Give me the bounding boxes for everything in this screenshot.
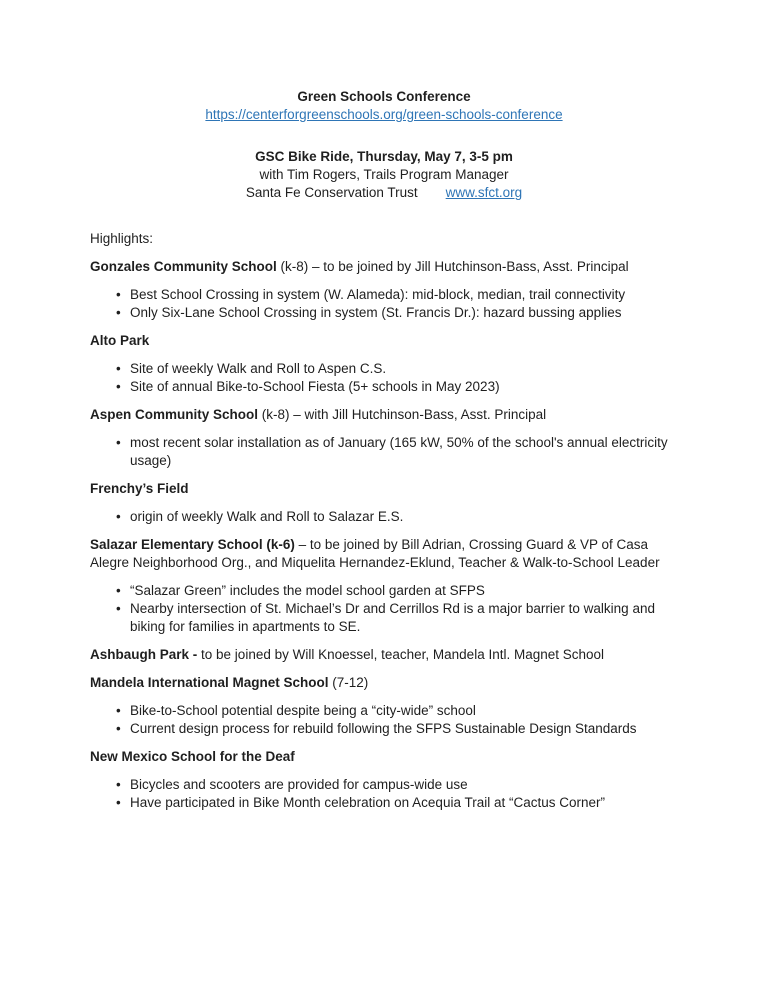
list-item: • most recent solar installation as of January (165 kW, 50% of the school's annual electricity usage) <box>130 434 678 470</box>
bullet-list-aspen <box>90 434 678 470</box>
event-details <box>90 148 678 202</box>
section-heading-bold: Alto Park <box>90 333 150 348</box>
section-heading-aspen <box>90 406 678 424</box>
event-title: GSC Bike Ride, Thursday, May 7, 3-5 pm <box>255 149 513 164</box>
section-heading-nm-school-deaf <box>90 748 678 766</box>
section-heading-rest: (7-12) <box>328 675 369 690</box>
section-heading-bold: Ashbaugh Park - <box>90 647 198 662</box>
section-heading-salazar <box>90 536 678 572</box>
list-item: • “Salazar Green” includes the model school garden at SFPS <box>130 582 678 600</box>
section-heading-bold: New Mexico School for the Deaf <box>90 749 295 764</box>
section-heading-rest: to be joined by Will Knoessel, teacher, Mandela Intl. Magnet School <box>197 647 605 662</box>
event-org: Santa Fe Conservation Trust <box>245 185 418 200</box>
section-heading-bold: Gonzales Community School <box>90 259 277 274</box>
bullet-list-salazar <box>90 582 678 636</box>
list-item: • Only Six-Lane School Crossing in system (St. Francis Dr.): hazard bussing applies <box>130 304 678 322</box>
list-item: • origin of weekly Walk and Roll to Salazar E.S. <box>130 508 678 526</box>
section-heading-rest: (k-8) – with Jill Hutchinson-Bass, Asst. Principal <box>258 407 547 422</box>
section-heading-bold: Aspen Community School <box>90 407 259 422</box>
conference-link[interactable]: https://centerforgreenschools.org/green-schools-conference <box>205 107 563 122</box>
list-item: • Bicycles and scooters are provided for campus-wide use <box>130 776 678 794</box>
section-heading-frenchys-field <box>90 480 678 498</box>
list-item: • Site of weekly Walk and Roll to Aspen C.S. <box>130 360 678 378</box>
list-item: • Site of annual Bike-to-School Fiesta (5+ schools in May 2023) <box>130 378 678 396</box>
section-heading-ashbaugh-park <box>90 646 678 664</box>
bullet-list-mandela <box>90 702 678 738</box>
document-header <box>90 88 678 124</box>
list-item: • Have participated in Bike Month celebration on Acequia Trail at “Cactus Corner” <box>130 794 678 812</box>
section-heading-bold: Mandela International Magnet School <box>90 675 329 690</box>
section-heading-mandela <box>90 674 678 692</box>
event-org-line <box>90 184 678 202</box>
sfct-link[interactable]: www.sfct.org <box>445 185 523 200</box>
list-item: • Bike-to-School potential despite being a “city-wide” school <box>130 702 678 720</box>
bullet-list-gonzales <box>90 286 678 322</box>
bullet-list-nm-school-deaf <box>90 776 678 812</box>
section-heading-gonzales <box>90 258 678 276</box>
bullet-list-alto-park <box>90 360 678 396</box>
section-heading-bold: Salazar Elementary School (k-6) <box>90 537 295 552</box>
section-heading-alto-park <box>90 332 678 350</box>
event-host: with Tim Rogers, Trails Program Manager <box>259 167 509 182</box>
section-heading-rest: (k-8) – to be joined by Jill Hutchinson-Bass, Asst. Principal <box>276 259 629 274</box>
page-title: Green Schools Conference <box>297 89 471 104</box>
highlights-label: Highlights: <box>90 231 154 246</box>
list-item: • Nearby intersection of St. Michael’s Dr and Cerrillos Rd is a major barrier to walking and biking for families in apartments to SE. <box>130 600 678 636</box>
list-item: • Current design process for rebuild following the SFPS Sustainable Design Standards <box>130 720 678 738</box>
section-heading-bold: Frenchy’s Field <box>90 481 189 496</box>
bullet-list-frenchys-field <box>90 508 678 526</box>
section-heading-rest: – to be joined by Bill Adrian, Crossing Guard & VP of Casa Alegre Neighborhood Org., and Miquelita Hernandez-Eklund, Teacher & Walk-to-School Leader <box>90 537 660 570</box>
list-item: • Best School Crossing in system (W. Alameda): mid-block, median, trail connectivity <box>130 286 678 304</box>
